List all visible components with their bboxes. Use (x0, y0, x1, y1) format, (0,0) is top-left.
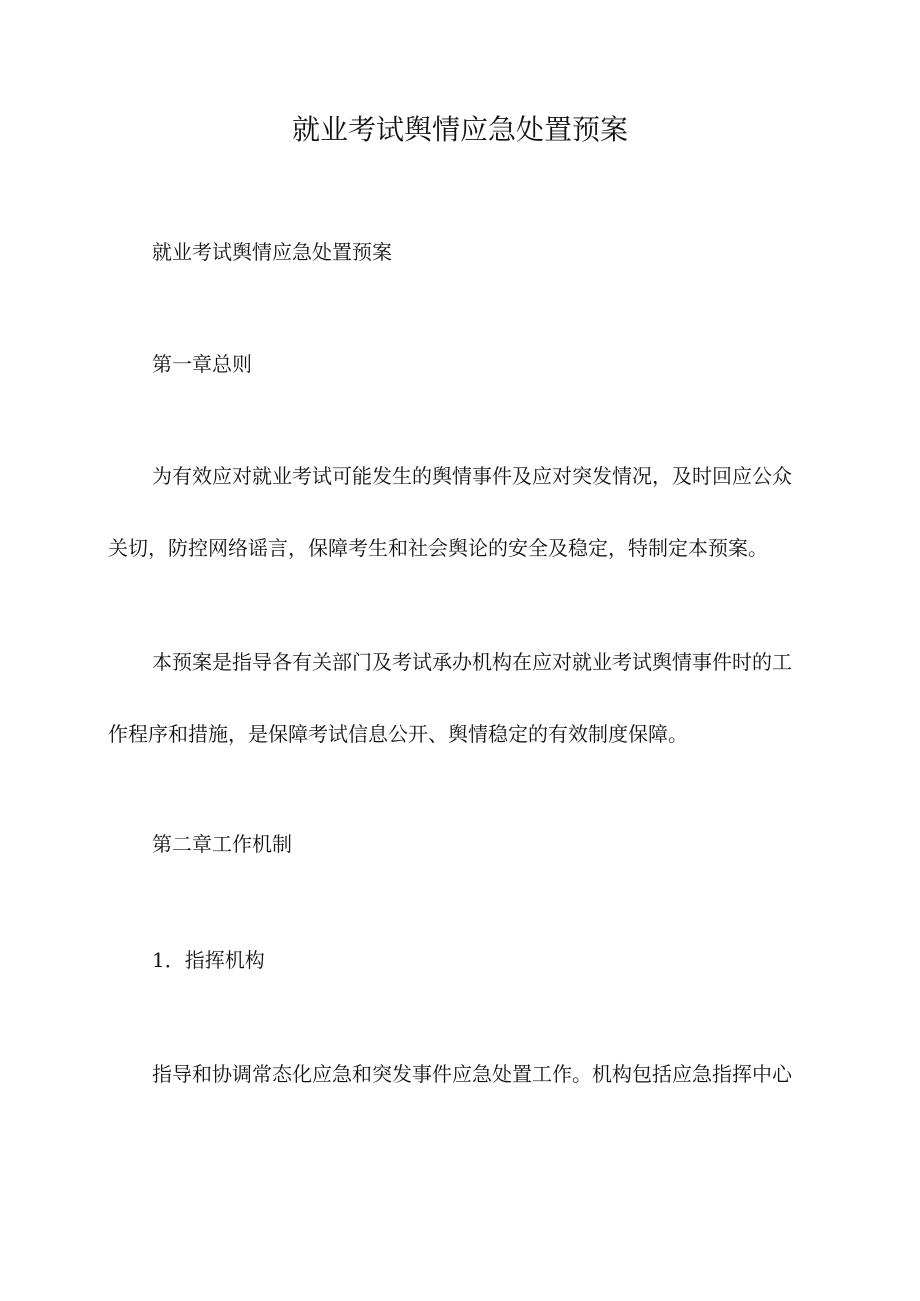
paragraph-command-1: 指导和协调常态化应急和突发事件应急处置工作。机构包括应急指挥中心 (152, 1062, 792, 1086)
paragraph-general-1 (108, 458, 808, 566)
paragraph-line: 关切，防控网络谣言，保障考生和社会舆论的安全及稳定，特制定本预案。 (108, 536, 768, 560)
paragraph-line: 作程序和措施，是保障考试信息公开、舆情稳定的有效制度保障。 (108, 722, 688, 746)
chapter-one-heading: 第一章总则 (152, 352, 252, 376)
paragraph-general-2 (108, 644, 808, 752)
paragraph-line: 为有效应对就业考试可能发生的舆情事件及应对突发情况，及时回应公众 (152, 464, 792, 488)
paragraph-line: 本预案是指导各有关部门及考试承办机构在应对就业考试舆情事件时的工 (152, 650, 792, 674)
chapter-two-heading: 第二章工作机制 (152, 832, 292, 856)
document-subtitle: 就业考试舆情应急处置预案 (152, 240, 392, 264)
document-title: 就业考试舆情应急处置预案 (291, 113, 628, 146)
section-one-heading: 1．指挥机构 (152, 948, 265, 972)
